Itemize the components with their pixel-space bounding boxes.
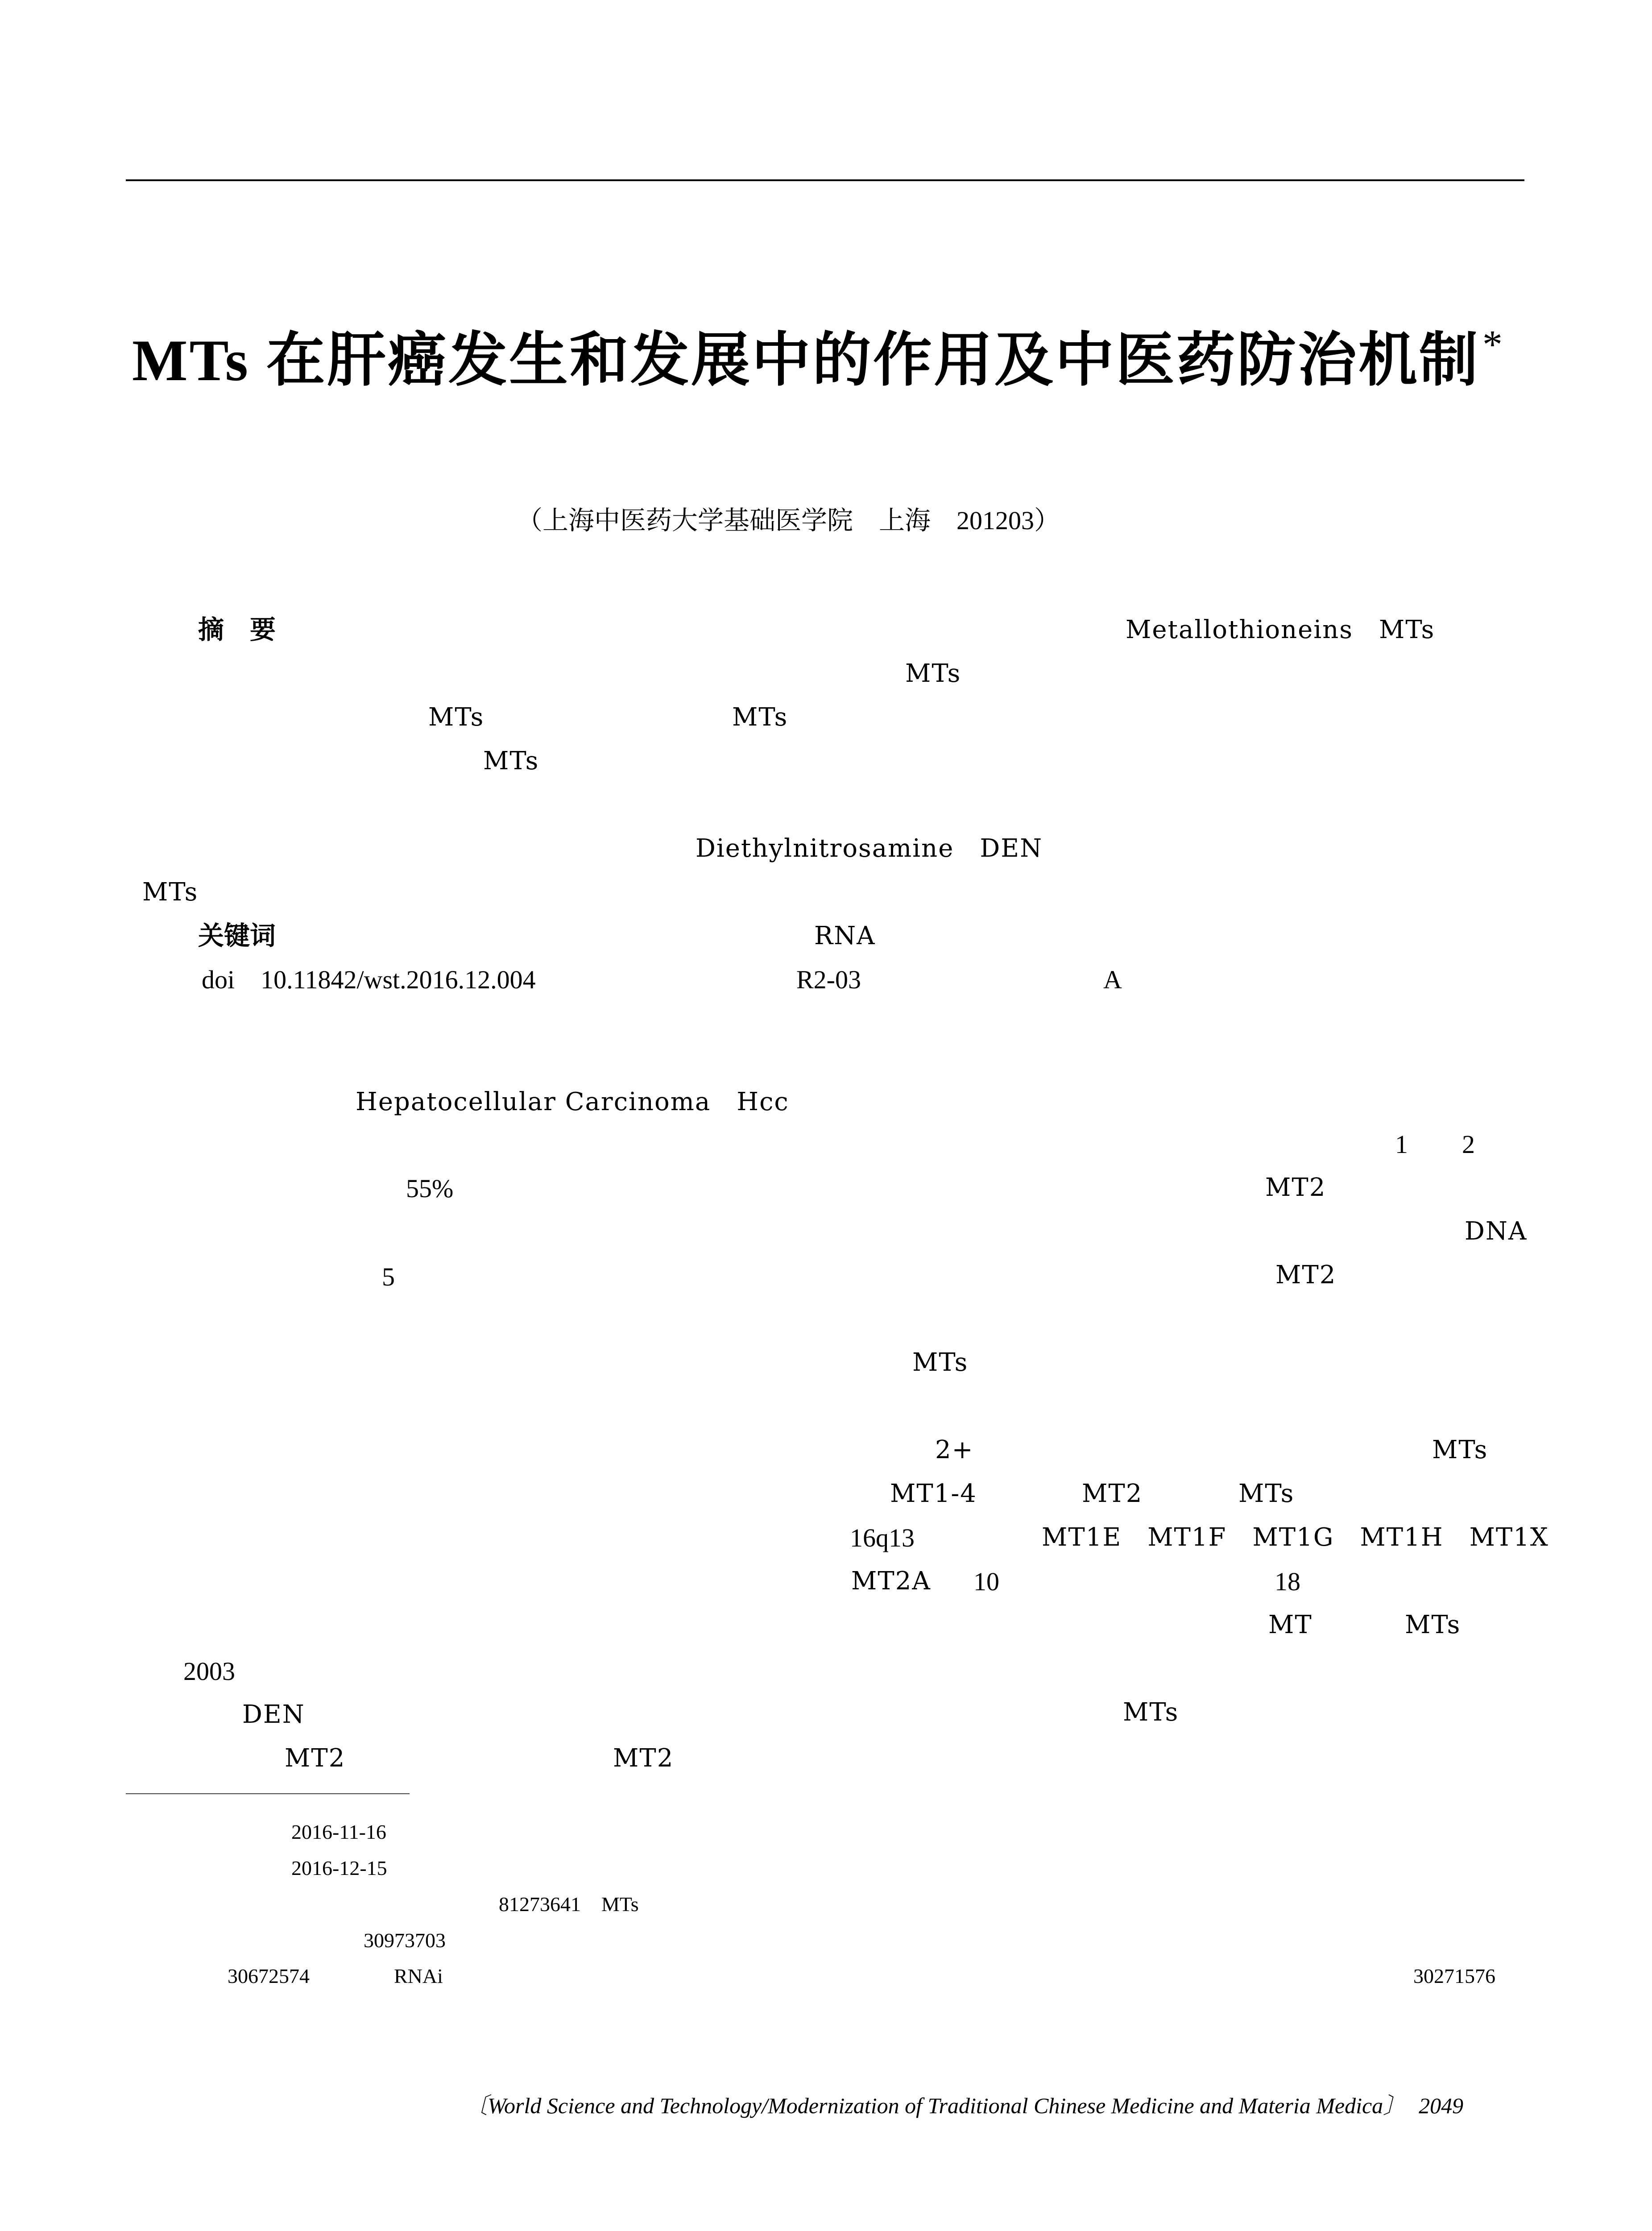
body-fragment: MTs (1123, 1698, 1179, 1727)
article-title (132, 323, 1504, 393)
author-affiliation: （上海中医药大学基础医学院 上海 201203） (517, 506, 1060, 535)
keyword-fragment: RNA (814, 921, 876, 950)
body-fragment: MT2 (1275, 1261, 1337, 1290)
abstract-fragment: MTs (905, 659, 961, 688)
abstract-label: 摘 要 (198, 615, 276, 644)
body-fragment: 10 (973, 1567, 999, 1596)
body-fragment: MT2 (285, 1744, 346, 1773)
abstract-fragment: MTs (142, 878, 199, 907)
body-fragment: MT1E MT1F MT1G MT1H MT1X (1042, 1523, 1549, 1552)
body-fragment: MTs (1238, 1479, 1295, 1508)
body-fragment: Hepatocellular Carcinoma Hcc (356, 1087, 789, 1116)
abstract-fragment: MTs (483, 746, 539, 775)
body-fragment: 55% (406, 1174, 454, 1203)
body-fragment: 16q13 (850, 1523, 915, 1552)
body-fragment: MT2 (613, 1744, 674, 1773)
body-fragment: DEN (242, 1700, 305, 1729)
body-fragment: 2 (1462, 1130, 1475, 1159)
body-fragment: 1 (1395, 1130, 1408, 1159)
title-text: MTs 在肝癌发生和发展中的作用及中医药防治机制 (132, 328, 1480, 393)
abstract-fragment: Metallothioneins MTs (1126, 615, 1435, 644)
clc-number: R2-03 (796, 965, 861, 994)
body-fragment: 2+ (935, 1435, 974, 1464)
body-fragment: MTs (1432, 1435, 1488, 1464)
fund-number: 30973703 (364, 1929, 446, 1952)
body-fragment: 5 (382, 1262, 395, 1291)
abstract-fragment: MTs (732, 703, 788, 732)
received-date: 2016-11-16 (291, 1820, 386, 1843)
body-fragment: MT2 (1265, 1173, 1326, 1202)
fund-number: 30672574 (228, 1965, 310, 1987)
abstract-fragment: MTs (428, 703, 484, 732)
journal-footer (465, 2094, 1463, 2117)
body-fragment: 18 (1275, 1567, 1300, 1596)
body-fragment: MTs (912, 1348, 969, 1377)
fund-fragment: RNAi (394, 1965, 443, 1987)
body-fragment: MT1-4 (890, 1479, 977, 1508)
doi: doi 10.11842/wst.2016.12.004 (202, 965, 536, 994)
document-code: A (1103, 965, 1122, 994)
body-fragment: MT2A (851, 1567, 931, 1596)
body-fragment: MT2 (1082, 1479, 1143, 1508)
page-number: 2049 (1419, 2093, 1464, 2118)
body-fragment: MT (1268, 1610, 1312, 1639)
revised-date: 2016-12-15 (291, 1857, 387, 1879)
body-fragment: 2003 (183, 1657, 235, 1686)
body-fragment: MTs (1405, 1610, 1461, 1639)
body-fragment: DNA (1465, 1217, 1528, 1246)
abstract-fragment: Diethylnitrosamine DEN (696, 834, 1043, 863)
title-footnote-star: * (1482, 323, 1504, 367)
keywords-label: 关键词 (198, 921, 276, 950)
fund-number: 30271576 (1413, 1965, 1495, 1987)
header-rule (126, 179, 1524, 181)
fund-number: 81273641 MTs (499, 1893, 639, 1916)
footnote-rule (126, 1793, 410, 1794)
journal-name: 〔World Science and Technology/Modernization of Traditional Chinese Medicine and Materia Medica〕 (465, 2093, 1406, 2118)
